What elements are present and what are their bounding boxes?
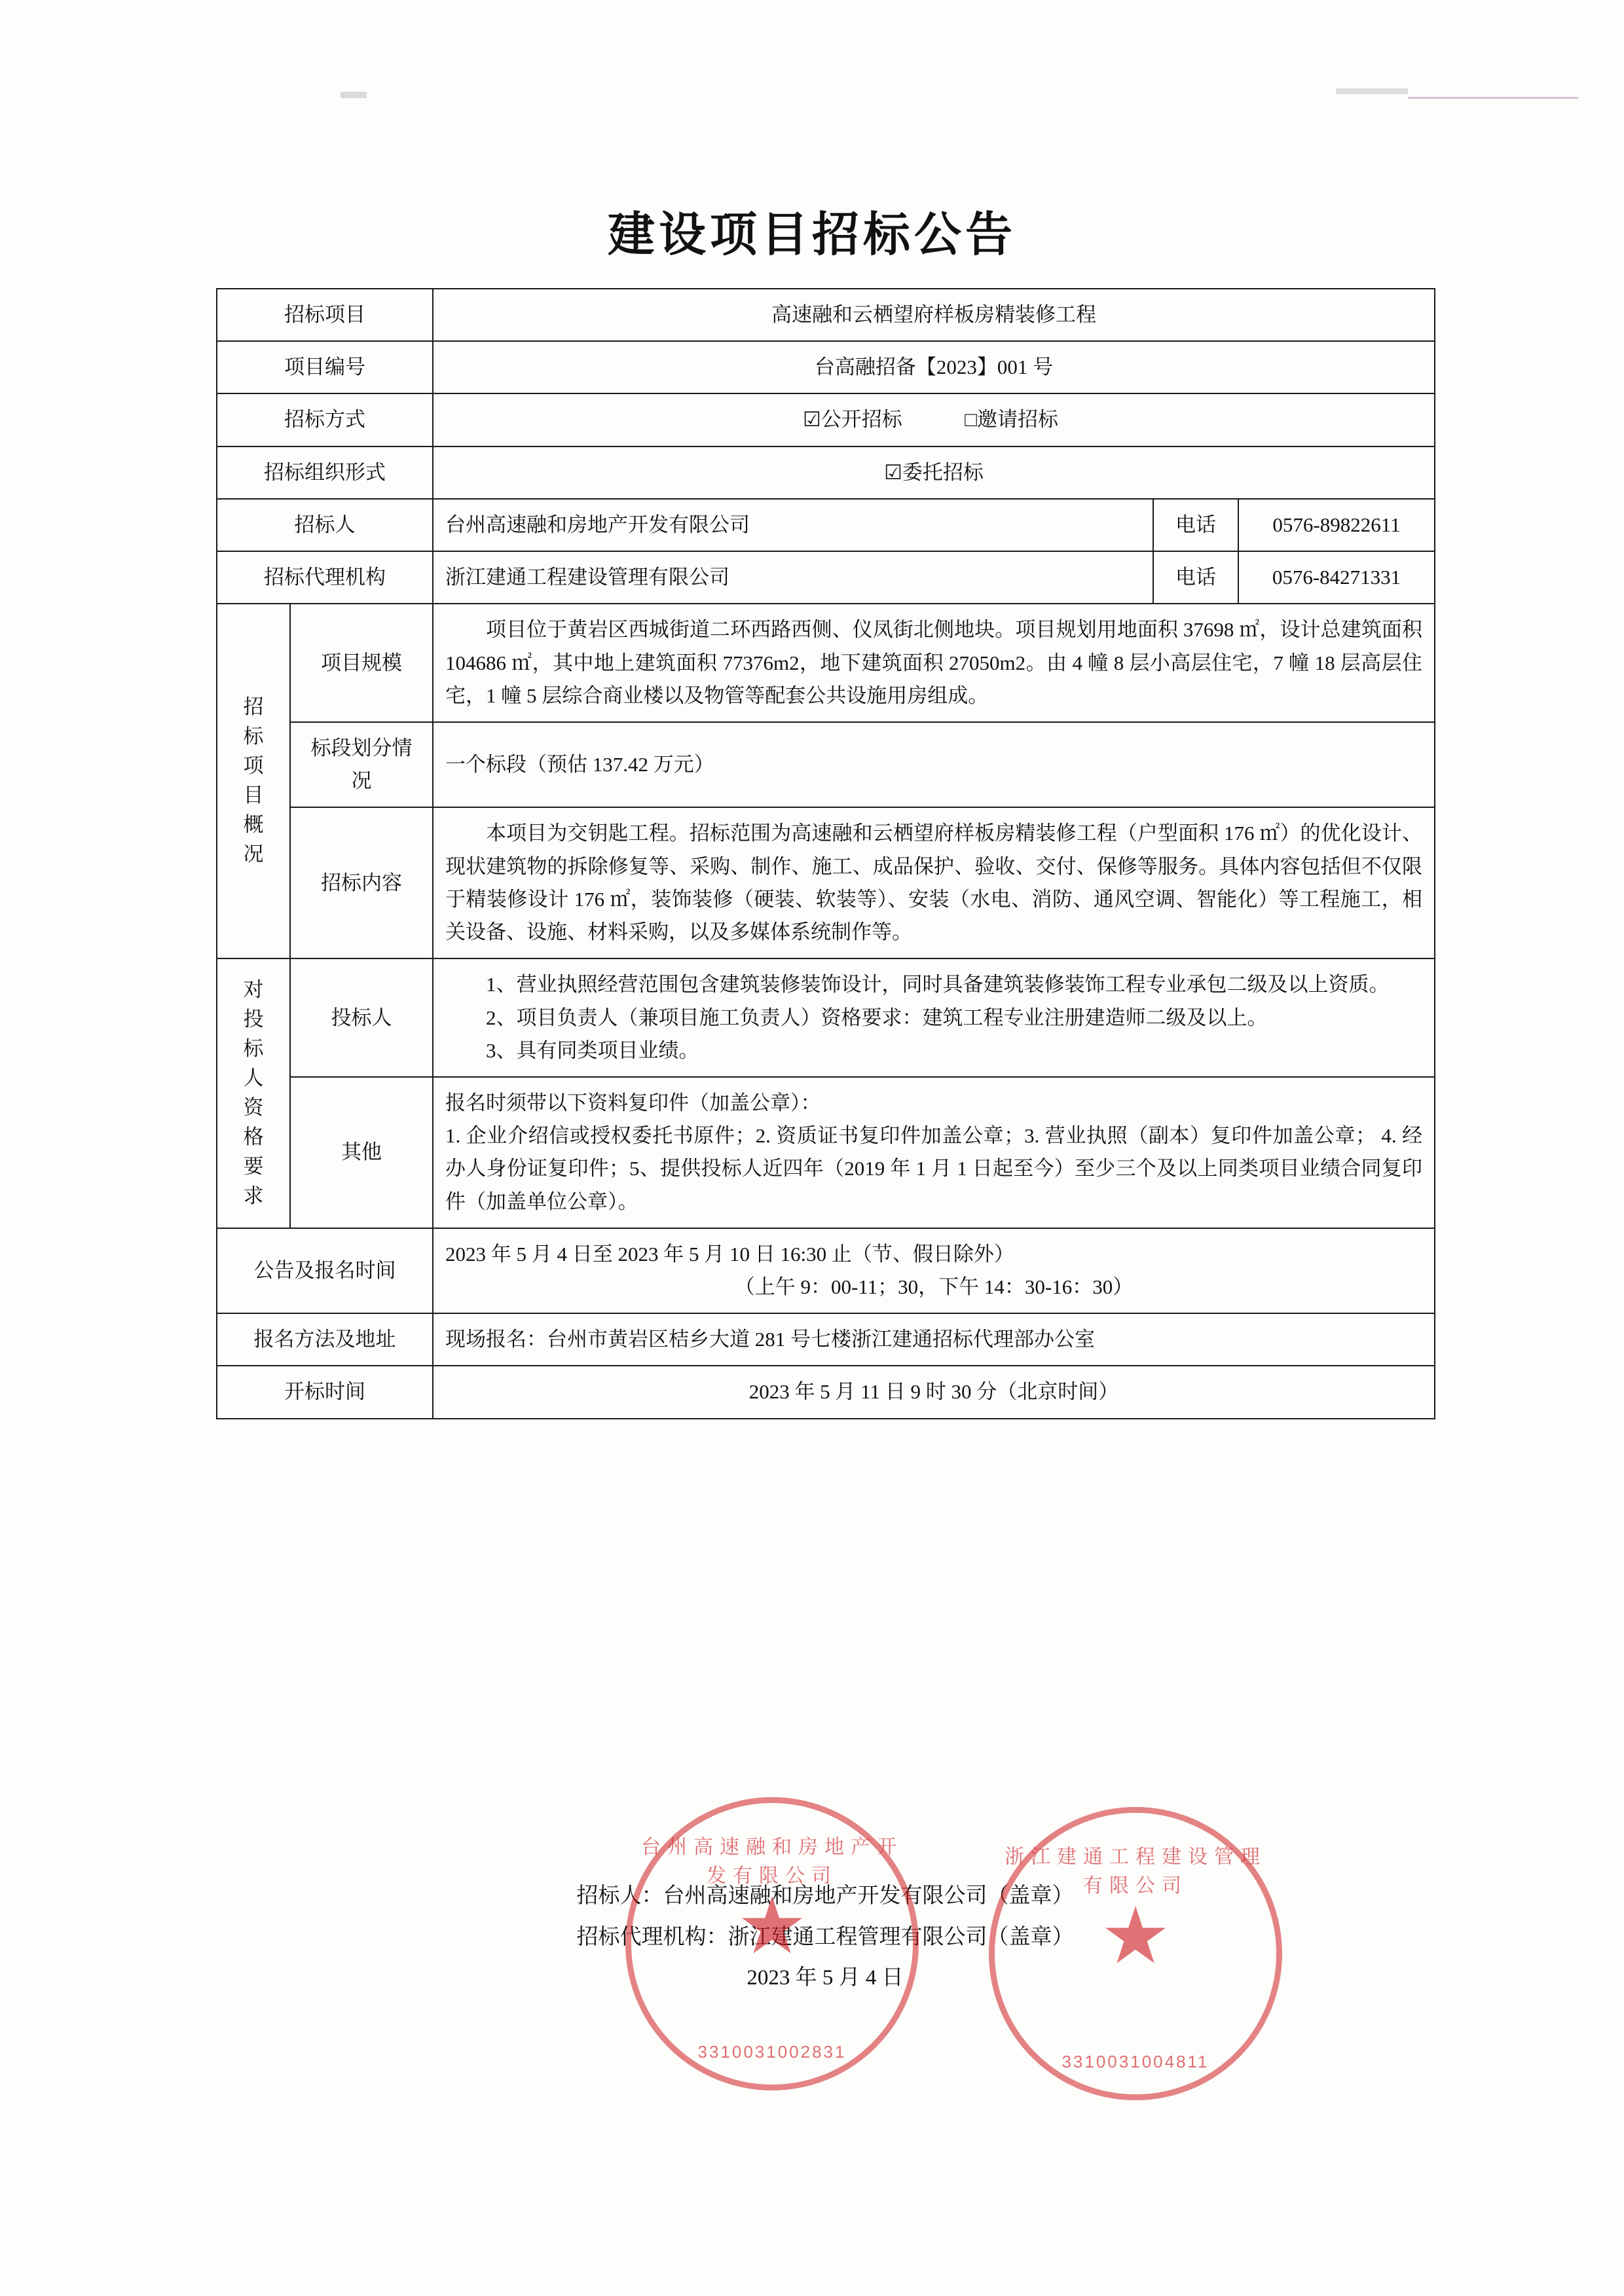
apply-label: 报名方法及地址 — [217, 1313, 433, 1366]
seal-right-arc-text: 浙江建通工程建设管理有限公司 — [1005, 1846, 1266, 1897]
table-row — [217, 604, 1435, 722]
open-label: 开标时间 — [217, 1366, 433, 1418]
signoff-agent: 招标代理机构：浙江建通工程管理有限公司（盖章） — [576, 1925, 1074, 1949]
project-label: 招标项目 — [217, 289, 433, 341]
table-row — [217, 1077, 1435, 1228]
scan-artifact-left — [341, 92, 367, 98]
table-row — [217, 341, 1435, 393]
seal-right-code: 3310031004811 — [1061, 2052, 1209, 2071]
seal-left-arc-text: 台州高速融和房地产开发有限公司 — [641, 1836, 903, 1887]
tenderer-phone-value: 0576-89822611 — [1238, 499, 1435, 551]
tenderer-phone-label: 电话 — [1153, 499, 1238, 551]
table-row — [217, 1366, 1435, 1418]
bidder-requirement-2: 2、项目负责人（兼项目施工负责人）资格要求：建筑工程专业注册建造师二级及以上。 — [486, 1006, 1268, 1029]
page-title: 建设项目招标公告 — [607, 209, 1016, 261]
scale-text: 项目位于黄岩区西城街道二环西路西侧、仪凤街北侧地块。项目规划用地面积 37698 ㎡，设计总建筑面积 104686 ㎡，其中地上建筑面积 77376m2，地下建筑面积 27050m2。由 4 幢 8 层小高层住宅，7 幢 18 层高层住宅，1 幢 5 层综合商业楼以及物管等配套公共设施用房组成。 — [445, 618, 1422, 707]
notice-time-line-1: 2023 年 5 月 4 日至 2023 年 5 月 10 日 16:30 止（节、假日除外） — [445, 1242, 1014, 1266]
seal-right-star: ★ — [1100, 1893, 1171, 1980]
content-label: 招标内容 — [290, 807, 433, 958]
notice-time-label: 公告及报名时间 — [217, 1228, 433, 1313]
signoff-tenderer: 招标人：台州高速融和房地产开发有限公司（盖章） — [576, 1884, 1074, 1908]
seal-left-code: 3310031002831 — [697, 2042, 847, 2062]
tenderer-label: 招标人 — [217, 499, 433, 551]
table-row — [217, 722, 1435, 807]
table-row — [217, 807, 1435, 958]
table-row — [217, 1228, 1435, 1313]
other-label: 其他 — [290, 1077, 433, 1228]
checkbox-invited-tender[interactable]: □邀请招标 — [965, 408, 1059, 431]
number-value: 台高融招备【2023】001 号 — [433, 341, 1435, 393]
bidder-requirement-1: 1、营业执照经营范围包含建筑装修装饰设计，同时具备建筑装修装饰工程专业承包二级及以上资质。 — [486, 973, 1390, 996]
scale-value — [433, 604, 1435, 722]
org-form-label: 招标组织形式 — [217, 446, 433, 499]
scan-artifact-right-1 — [1336, 88, 1408, 94]
notice-time-line-2: （上午 9：00-11；30，下午 14：30-16：30） — [734, 1275, 1134, 1299]
overview-group-text: 招标项目概况 — [243, 695, 264, 866]
project-value: 高速融和云栖望府样板房精装修工程 — [433, 289, 1435, 341]
section-label: 标段划分情况 — [290, 722, 433, 807]
checkbox-entrusted-tender[interactable]: ☑委托招标 — [433, 446, 1435, 499]
checkbox-public-tender[interactable]: ☑公开招标 — [802, 408, 902, 431]
number-label: 项目编号 — [217, 341, 433, 393]
table-row — [217, 446, 1435, 499]
tenderer-value: 台州高速融和房地产开发有限公司 — [433, 499, 1153, 551]
table-row — [217, 551, 1435, 604]
apply-value: 现场报名：台州市黄岩区桔乡大道 281 号七楼浙江建通招标代理部办公室 — [433, 1313, 1435, 1366]
signoff-date: 2023 年 5 月 4 日 — [747, 1966, 904, 1990]
agent-phone-label: 电话 — [1153, 551, 1238, 604]
overview-group-label — [217, 604, 290, 958]
other-text-2: 1. 企业介绍信或授权委托书原件；2. 资质证书复印件加盖公章；3. 营业执照（副本）复印件加盖公章； 4. 经办人身份证复印件；5、提供投标人近四年（2019 年 1 月 1 日起至今）至少三个及以上同类项目业绩合同复印件（加盖单位公章）。 — [445, 1124, 1422, 1213]
qualify-group-text: 对投标人资格要求 — [243, 978, 264, 1207]
seal-left-star: ★ — [737, 1883, 807, 1971]
agent-phone-value: 0576-84271331 — [1238, 551, 1435, 604]
table-row — [217, 1313, 1435, 1366]
other-value — [433, 1077, 1435, 1228]
tender-announcement-table — [216, 288, 1435, 1419]
open-value: 2023 年 5 月 11 日 9 时 30 分（北京时间） — [433, 1366, 1435, 1418]
method-value — [433, 393, 1435, 446]
table-row — [217, 289, 1435, 341]
bidder-label: 投标人 — [290, 958, 433, 1077]
method-label: 招标方式 — [217, 393, 433, 446]
qualify-group-label — [217, 958, 290, 1228]
content-value — [433, 807, 1435, 958]
agent-value: 浙江建通工程建设管理有限公司 — [433, 551, 1153, 604]
table-row — [217, 499, 1435, 551]
section-value: 一个标段（预估 137.42 万元） — [433, 722, 1435, 807]
notice-time-value — [433, 1228, 1435, 1313]
table-row — [217, 958, 1435, 1077]
scan-artifact-right-2 — [1408, 97, 1578, 99]
agent-label: 招标代理机构 — [217, 551, 433, 604]
other-text-1: 报名时须带以下资料复印件（加盖公章）： — [445, 1091, 821, 1114]
content-text: 本项目为交钥匙工程。招标范围为高速融和云栖望府样板房精装修工程（户型面积 176 ㎡）的优化设计、现状建筑物的拆除修复等、采购、制作、施工、成品保护、验收、交付、保修等服务。具体内容包括但不仅限于精装修设计 176 ㎡，装饰装修（硬装、软装等）、安装（水电、消防、通风空调、智能化）等工程施工，相关设备、设施、材料采购，以及多媒体系统制作等。 — [445, 822, 1422, 944]
signoff-block — [216, 1876, 1434, 1999]
table-row — [217, 393, 1435, 446]
scale-label: 项目规模 — [290, 604, 433, 722]
bidder-requirement-3: 3、具有同类项目业绩。 — [486, 1038, 699, 1062]
bidder-value — [433, 958, 1435, 1077]
